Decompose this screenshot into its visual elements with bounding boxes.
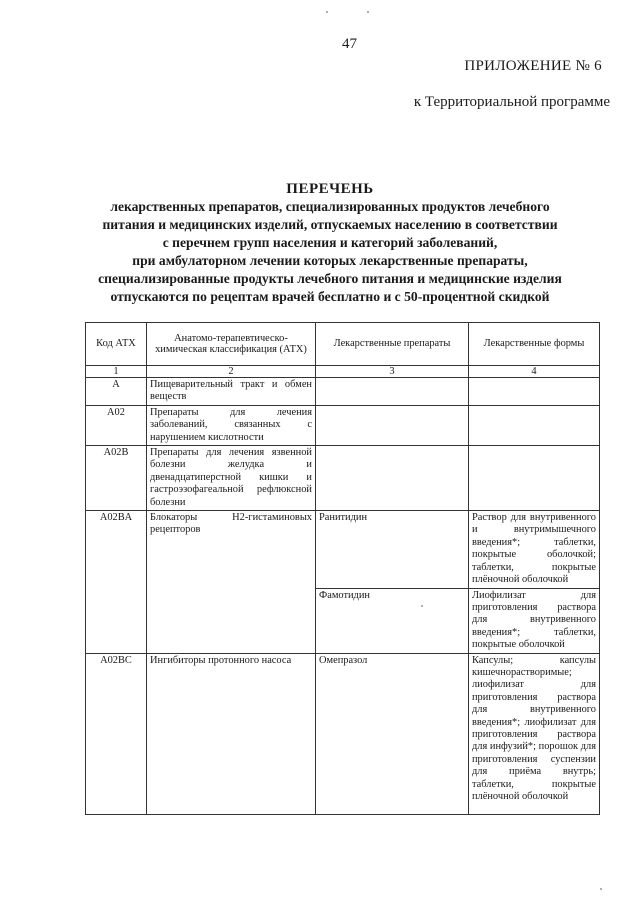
document-title <box>70 180 590 306</box>
title-line: с перечнем групп населения и категорий заболеваний, <box>162 235 498 250</box>
scan-speck <box>421 605 423 607</box>
column-number: 2 <box>147 366 316 378</box>
title-line: при амбулаторном лечении которых лекарственные препараты, <box>132 253 528 268</box>
drug-name: Ранитидин <box>316 511 469 588</box>
table-header-row <box>86 323 600 366</box>
drug-forms <box>469 378 600 406</box>
drug-forms: Лиофилизат для приготовления раствора для внутривенного введения*; таблетки, покрытые оболочкой <box>469 588 600 653</box>
title-line: отпускаются по рецептам врачей бесплатно и с 50-процентной скидкой <box>110 289 550 304</box>
drug-name <box>316 378 469 406</box>
atx-classification: Препараты для лечения заболеваний, связанных с нарушением кислотности <box>147 405 316 445</box>
atx-code: A02 <box>86 405 147 445</box>
page-number: 47 <box>342 36 357 52</box>
drug-forms <box>469 405 600 445</box>
atx-code: A02B <box>86 446 147 511</box>
atx-code: A02BC <box>86 653 147 814</box>
drug-forms <box>469 446 600 511</box>
scan-speck <box>326 11 328 13</box>
program-reference: к Территориальной программе <box>413 94 610 110</box>
title-line: специализированные продукты лечебного питания и медицинские изделия <box>98 271 562 286</box>
drug-forms: Раствор для внутривенного и внутримышечного введения*; таблетки, покрытые оболочкой; таблетки, покрытые плёночной оболочкой <box>469 511 600 588</box>
drug-name: Омепразол <box>316 653 469 814</box>
drug-forms: Капсулы; капсулы кишечнорастворимые; лиофилизат для приготовления раствора для внутривенного введения*; лиофилизат для приготовления раствора для инфузий*; порошок для приготовления суспензии для приёма внутрь; таблетки, покрытые плёночной оболочкой <box>469 653 600 814</box>
scan-speck <box>600 888 602 890</box>
table-row <box>86 446 600 511</box>
scan-speck <box>367 11 369 13</box>
appendix-label: ПРИЛОЖЕНИЕ № 6 <box>464 58 602 74</box>
atx-classification: Ингибиторы протонного насоса <box>147 653 316 814</box>
atx-code: A02BA <box>86 511 147 653</box>
table-row <box>86 405 600 445</box>
header-drugs: Лекарственные препараты <box>316 323 469 366</box>
atx-classification: Блокаторы H2-гистаминовых рецепторов <box>147 511 316 653</box>
table-row <box>86 378 600 406</box>
column-number: 1 <box>86 366 147 378</box>
title-main: ПЕРЕЧЕНЬ <box>286 181 374 197</box>
column-number: 4 <box>469 366 600 378</box>
column-number-row <box>86 366 600 378</box>
title-line: лекарственных препаратов, специализированных продуктов лечебного <box>110 199 550 214</box>
atx-code: A <box>86 378 147 406</box>
header-code: Код АТХ <box>86 323 147 366</box>
drug-list-table <box>85 322 600 815</box>
header-forms: Лекарственные формы <box>469 323 600 366</box>
title-line: питания и медицинских изделий, отпускаемых населению в соответствии <box>102 217 558 232</box>
table-row <box>86 511 600 588</box>
atx-classification: Пищеварительный тракт и обмен веществ <box>147 378 316 406</box>
drug-name: Фамотидин <box>316 588 469 653</box>
atx-classification: Препараты для лечения язвенной болезни желудка и двенадцатиперстной кишки и гастроэзофагеальной рефлюксной болезни <box>147 446 316 511</box>
drug-name <box>316 446 469 511</box>
drug-name <box>316 405 469 445</box>
table-row <box>86 653 600 814</box>
column-number: 3 <box>316 366 469 378</box>
header-classification: Анатомо-терапевтическо-химическая классификация (АТХ) <box>147 323 316 366</box>
